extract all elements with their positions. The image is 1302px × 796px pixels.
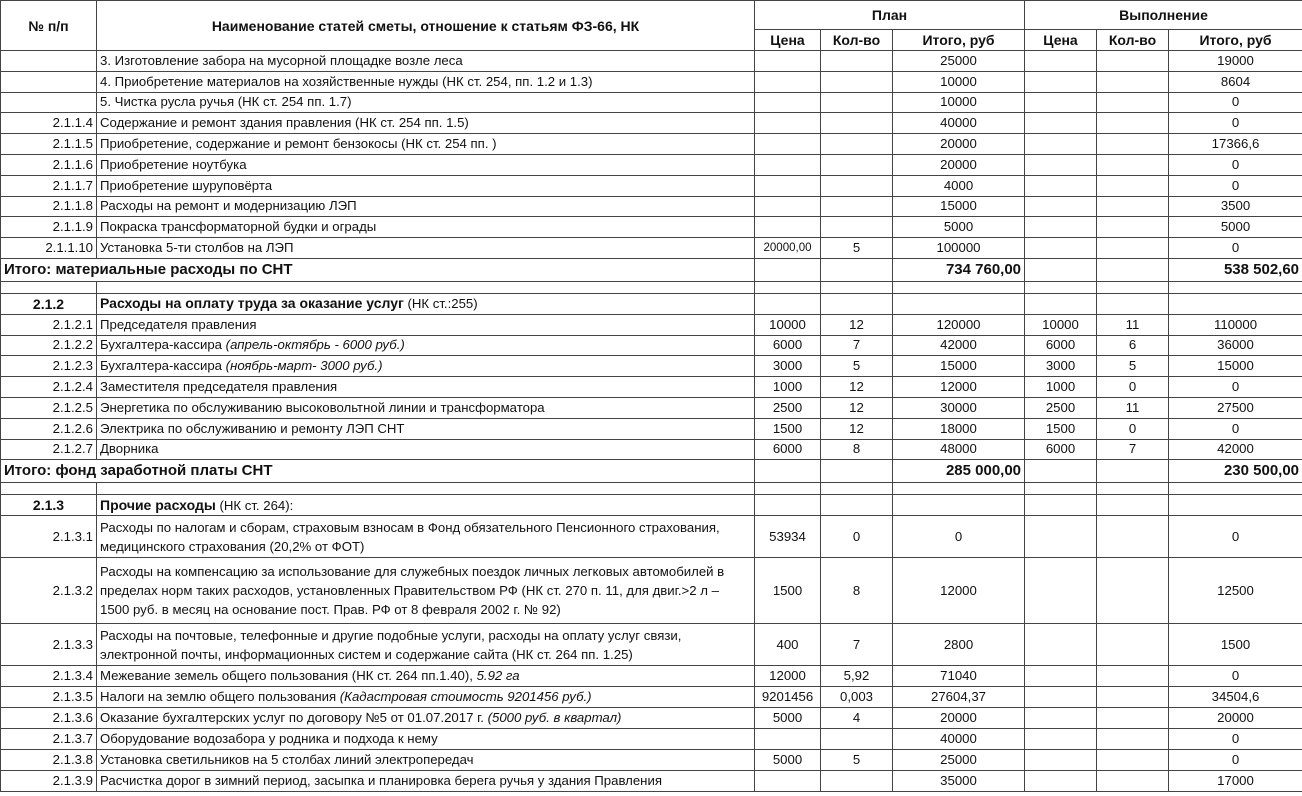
done-qty: 6 — [1097, 335, 1169, 356]
done-total: 8604 — [1169, 71, 1302, 92]
plan-qty: 0,003 — [821, 687, 893, 708]
plan-price: 3000 — [755, 356, 821, 377]
item-name-text: Оказание бухгалтерских услуг по договору №5 от 01.07.2017 г. — [100, 710, 488, 726]
item-name-text: Установка светильников на 5 столбах линий электропередач — [100, 752, 474, 768]
section-header-other — [1, 495, 1302, 516]
item-name — [97, 516, 755, 558]
table-row — [1, 708, 1302, 729]
done-price: 3000 — [1025, 356, 1097, 377]
table-row — [1, 771, 1302, 792]
header-plan-qty: Кол-во — [821, 30, 893, 51]
done-total: 5000 — [1169, 217, 1302, 238]
done-qty — [1097, 729, 1169, 750]
done-qty — [1097, 134, 1169, 155]
plan-total: 71040 — [893, 666, 1025, 687]
done-total: 0 — [1169, 154, 1302, 175]
done-total: 34504,6 — [1169, 687, 1302, 708]
item-name — [97, 377, 755, 398]
table-row — [1, 687, 1302, 708]
item-name — [97, 687, 755, 708]
done-total: 0 — [1169, 238, 1302, 259]
item-name — [97, 666, 755, 687]
plan-price: 6000 — [755, 335, 821, 356]
item-name — [97, 356, 755, 377]
table-row — [1, 217, 1302, 238]
table-row — [1, 558, 1302, 624]
plan-price — [755, 196, 821, 217]
header-done-total: Итого, руб — [1169, 30, 1302, 51]
plan-qty: 7 — [821, 335, 893, 356]
item-num: 2.1.2.5 — [1, 397, 97, 418]
plan-price: 1500 — [755, 418, 821, 439]
done-total: 42000 — [1169, 439, 1302, 460]
done-price — [1025, 687, 1097, 708]
plan-price — [755, 92, 821, 113]
plan-qty — [821, 729, 893, 750]
table-row — [1, 51, 1302, 72]
done-price: 10000 — [1025, 314, 1097, 335]
plan-price — [755, 71, 821, 92]
header-num: № п/п — [1, 1, 97, 51]
item-num — [1, 71, 97, 92]
plan-qty: 5 — [821, 238, 893, 259]
table-row — [1, 71, 1302, 92]
plan-total: 20000 — [893, 134, 1025, 155]
item-num: 2.1.1.9 — [1, 217, 97, 238]
done-total: 0 — [1169, 113, 1302, 134]
done-total: 0 — [1169, 418, 1302, 439]
done-total: 15000 — [1169, 356, 1302, 377]
item-name-text: Заместителя председателя правления — [100, 379, 338, 395]
plan-price: 1500 — [755, 558, 821, 624]
plan-qty — [821, 154, 893, 175]
item-name-text: Расходы на ремонт и модернизацию ЛЭП — [100, 198, 357, 214]
plan-qty: 12 — [821, 377, 893, 398]
done-qty — [1097, 558, 1169, 624]
done-total: 20000 — [1169, 708, 1302, 729]
item-name-text: Электрика по обслуживанию и ремонту ЛЭП СНТ — [100, 420, 405, 436]
item-name-text: 5. Чистка русла ручья (НК ст. 254 пп. 1.7) — [100, 94, 352, 110]
plan-total: 120000 — [893, 314, 1025, 335]
done-qty — [1097, 71, 1169, 92]
item-name-text: Энергетика по обслуживанию высоковольтной линии и трансформатора — [100, 399, 545, 415]
item-name — [97, 397, 755, 418]
plan-qty: 12 — [821, 397, 893, 418]
plan-total: 15000 — [893, 356, 1025, 377]
total-plan: 285 000,00 — [893, 460, 1025, 483]
plan-price: 1000 — [755, 377, 821, 398]
item-name — [97, 113, 755, 134]
item-note: (Кадастровая стоимость 9201456 руб.) — [339, 689, 592, 705]
item-num: 2.1.3.7 — [1, 729, 97, 750]
done-price — [1025, 516, 1097, 558]
done-price — [1025, 51, 1097, 72]
done-price — [1025, 92, 1097, 113]
done-total: 1500 — [1169, 624, 1302, 666]
total-label: Итого: фонд заработной платы СНТ — [1, 460, 755, 483]
done-total: 0 — [1169, 666, 1302, 687]
item-num: 2.1.2.4 — [1, 377, 97, 398]
done-qty — [1097, 175, 1169, 196]
table-row — [1, 624, 1302, 666]
header-plan: План — [755, 1, 1025, 30]
item-name — [97, 154, 755, 175]
table-row — [1, 175, 1302, 196]
plan-total: 35000 — [893, 771, 1025, 792]
item-num: 2.1.3.5 — [1, 687, 97, 708]
done-qty — [1097, 516, 1169, 558]
item-name — [97, 558, 755, 624]
done-price: 6000 — [1025, 335, 1097, 356]
item-name — [97, 314, 755, 335]
plan-total: 10000 — [893, 92, 1025, 113]
item-name-text: Содержание и ремонт здания правления (НК ст. 254 пп. 1.5) — [100, 115, 469, 131]
item-name-text: Межевание земель общего пользования (НК ст. 264 пп.1.40), — [100, 668, 477, 684]
done-price — [1025, 196, 1097, 217]
item-num: 2.1.1.4 — [1, 113, 97, 134]
table-row — [1, 418, 1302, 439]
plan-qty — [821, 71, 893, 92]
total-done: 538 502,60 — [1169, 258, 1302, 281]
item-name — [97, 175, 755, 196]
item-num: 2.1.3.4 — [1, 666, 97, 687]
item-name-text: Установка 5-ти столбов на ЛЭП — [100, 240, 294, 256]
done-qty — [1097, 750, 1169, 771]
item-name — [97, 418, 755, 439]
item-num: 2.1.3.1 — [1, 516, 97, 558]
item-num: 2.1.1.7 — [1, 175, 97, 196]
spacer-row — [1, 281, 1302, 293]
plan-total: 25000 — [893, 51, 1025, 72]
item-name-text: Расходы по налогам и сборам, страховым взносам в Фонд обязательного Пенсионного страхования, медицинского страхования (20,2% от ФОТ) — [100, 519, 720, 554]
done-total: 0 — [1169, 175, 1302, 196]
plan-price — [755, 113, 821, 134]
done-qty — [1097, 51, 1169, 72]
plan-qty — [821, 113, 893, 134]
header-plan-total: Итого, руб — [893, 30, 1025, 51]
done-qty: 5 — [1097, 356, 1169, 377]
done-qty — [1097, 624, 1169, 666]
plan-price — [755, 771, 821, 792]
done-total: 0 — [1169, 516, 1302, 558]
header-done: Выполнение — [1025, 1, 1302, 30]
item-num: 2.1.2.3 — [1, 356, 97, 377]
done-price — [1025, 666, 1097, 687]
item-name — [97, 71, 755, 92]
item-name — [97, 238, 755, 259]
done-price — [1025, 708, 1097, 729]
item-num: 2.1.1.5 — [1, 134, 97, 155]
done-price — [1025, 71, 1097, 92]
done-qty: 11 — [1097, 397, 1169, 418]
item-num: 2.1.2.1 — [1, 314, 97, 335]
done-qty: 7 — [1097, 439, 1169, 460]
table-row — [1, 196, 1302, 217]
plan-total: 12000 — [893, 558, 1025, 624]
done-total: 19000 — [1169, 51, 1302, 72]
plan-qty — [821, 92, 893, 113]
done-total: 0 — [1169, 750, 1302, 771]
item-num: 2.1.1.10 — [1, 238, 97, 259]
plan-total: 42000 — [893, 335, 1025, 356]
plan-total: 20000 — [893, 708, 1025, 729]
plan-total: 40000 — [893, 113, 1025, 134]
table-row — [1, 92, 1302, 113]
plan-price — [755, 154, 821, 175]
done-total: 110000 — [1169, 314, 1302, 335]
plan-qty — [821, 771, 893, 792]
done-price — [1025, 729, 1097, 750]
plan-price: 53934 — [755, 516, 821, 558]
table-row — [1, 335, 1302, 356]
section-title: Прочие расходы — [100, 496, 216, 513]
done-qty — [1097, 687, 1169, 708]
done-qty: 0 — [1097, 418, 1169, 439]
item-name-text: Покраска трансформаторной будки и ограды — [100, 219, 377, 235]
item-name — [97, 51, 755, 72]
plan-price: 10000 — [755, 314, 821, 335]
plan-price: 400 — [755, 624, 821, 666]
done-price — [1025, 238, 1097, 259]
done-price — [1025, 558, 1097, 624]
plan-price: 12000 — [755, 666, 821, 687]
table-row — [1, 397, 1302, 418]
plan-price — [755, 51, 821, 72]
plan-total: 0 — [893, 516, 1025, 558]
table-row — [1, 750, 1302, 771]
plan-price — [755, 217, 821, 238]
done-price — [1025, 217, 1097, 238]
item-name — [97, 750, 755, 771]
plan-qty — [821, 175, 893, 196]
table-row — [1, 377, 1302, 398]
header-done-price: Цена — [1025, 30, 1097, 51]
item-name — [97, 134, 755, 155]
item-num: 2.1.1.6 — [1, 154, 97, 175]
total-plan: 734 760,00 — [893, 258, 1025, 281]
plan-price: 5000 — [755, 708, 821, 729]
done-price: 6000 — [1025, 439, 1097, 460]
plan-total: 27604,37 — [893, 687, 1025, 708]
done-price — [1025, 175, 1097, 196]
done-total: 0 — [1169, 92, 1302, 113]
total-row-materials — [1, 258, 1302, 281]
item-name — [97, 708, 755, 729]
plan-total: 48000 — [893, 439, 1025, 460]
item-num — [1, 51, 97, 72]
plan-price — [755, 134, 821, 155]
done-price — [1025, 154, 1097, 175]
item-num: 2.1.3.8 — [1, 750, 97, 771]
item-num: 2.1.3.3 — [1, 624, 97, 666]
done-qty — [1097, 708, 1169, 729]
item-num: 2.1.3.2 — [1, 558, 97, 624]
done-qty: 11 — [1097, 314, 1169, 335]
item-name-text: Дворника — [100, 441, 159, 457]
section-header-labor — [1, 293, 1302, 314]
item-num: 2.1.1.8 — [1, 196, 97, 217]
plan-price: 9201456 — [755, 687, 821, 708]
item-num — [1, 92, 97, 113]
table-row — [1, 113, 1302, 134]
item-name-text: Расчистка дорог в зимний период, засыпка и планировка берега ручья у здания Правления — [100, 773, 662, 789]
item-name — [97, 439, 755, 460]
done-price — [1025, 134, 1097, 155]
plan-total: 2800 — [893, 624, 1025, 666]
done-total: 12500 — [1169, 558, 1302, 624]
item-num: 2.1.2.6 — [1, 418, 97, 439]
total-row-salary — [1, 460, 1302, 483]
item-name-text: Бухгалтера-кассира — [100, 337, 226, 353]
table-row — [1, 439, 1302, 460]
plan-qty: 5,92 — [821, 666, 893, 687]
plan-qty: 8 — [821, 439, 893, 460]
header-name: Наименование статей сметы, отношение к статьям ФЗ-66, НК — [97, 1, 755, 51]
section-title: Расходы на оплату труда за оказание услуг — [100, 295, 404, 312]
item-name-text: Оборудование водозабора у родника и подхода к нему — [100, 731, 438, 747]
section-ref: (НК ст. 264): — [215, 497, 294, 513]
table-row — [1, 516, 1302, 558]
item-name-text: Расходы на компенсацию за использование для служебных поездок личных легковых автомобилей в пределах норм таких расходов, установленных Правительством РФ (НК ст. 270 п. 11, для двиг.>2 л – 1500 руб. в месяц на основание пост. Прав. РФ от 8 февраля 2002 г. № 92) — [100, 564, 725, 618]
item-note: (5000 руб. в квартал) — [487, 710, 622, 726]
item-num: 2.1.2.2 — [1, 335, 97, 356]
item-name-text: Бухгалтера-кассира — [100, 358, 226, 374]
plan-total: 10000 — [893, 71, 1025, 92]
header-plan-price: Цена — [755, 30, 821, 51]
done-total: 3500 — [1169, 196, 1302, 217]
plan-total: 30000 — [893, 397, 1025, 418]
item-name — [97, 771, 755, 792]
plan-qty — [821, 51, 893, 72]
table-row — [1, 314, 1302, 335]
item-name — [97, 335, 755, 356]
item-num: 2.1.3.9 — [1, 771, 97, 792]
done-qty — [1097, 92, 1169, 113]
item-name — [97, 196, 755, 217]
table-row — [1, 238, 1302, 259]
plan-qty: 0 — [821, 516, 893, 558]
done-qty — [1097, 113, 1169, 134]
done-qty: 0 — [1097, 377, 1169, 398]
table-row — [1, 356, 1302, 377]
plan-qty: 5 — [821, 750, 893, 771]
plan-total: 12000 — [893, 377, 1025, 398]
plan-qty: 5 — [821, 356, 893, 377]
done-price — [1025, 750, 1097, 771]
total-label: Итого: материальные расходы по СНТ — [1, 258, 755, 281]
done-qty — [1097, 196, 1169, 217]
plan-price: 2500 — [755, 397, 821, 418]
done-price — [1025, 624, 1097, 666]
table-row — [1, 666, 1302, 687]
item-note: (апрель-октябрь - 6000 руб.) — [225, 337, 405, 353]
total-done: 230 500,00 — [1169, 460, 1302, 483]
item-name-text: Приобретение шуруповёрта — [100, 177, 273, 193]
plan-total: 40000 — [893, 729, 1025, 750]
plan-qty — [821, 196, 893, 217]
plan-qty — [821, 217, 893, 238]
item-note: 5.92 га — [476, 668, 520, 684]
plan-total: 20000 — [893, 154, 1025, 175]
plan-total: 15000 — [893, 196, 1025, 217]
item-name-text: 4. Приобретение материалов на хозяйственные нужды (НК ст. 254, пп. 1.2 и 1.3) — [100, 73, 593, 89]
done-qty — [1097, 154, 1169, 175]
item-note: (ноябрь-март- 3000 руб.) — [225, 358, 383, 374]
item-num: 2.1.3.6 — [1, 708, 97, 729]
plan-qty: 4 — [821, 708, 893, 729]
section-ref: (НК ст.:255) — [403, 296, 478, 312]
plan-price: 20000,00 — [755, 238, 821, 259]
item-name-text: Расходы на почтовые, телефонные и другие подобные услуги, расходы на оплату услуг связи, электронной почты, информационных систем и содержание сайта (НК ст. 264 пп. 1.25) — [100, 627, 682, 662]
plan-total: 5000 — [893, 217, 1025, 238]
item-name — [97, 92, 755, 113]
item-name-text: Председателя правления — [100, 316, 257, 332]
plan-total: 4000 — [893, 175, 1025, 196]
plan-qty: 12 — [821, 418, 893, 439]
section-num: 2.1.3 — [1, 495, 97, 516]
done-price: 1500 — [1025, 418, 1097, 439]
item-name-text: Приобретение, содержание и ремонт бензокосы (НК ст. 254 пп. ) — [100, 136, 497, 152]
section-num: 2.1.2 — [1, 293, 97, 314]
plan-qty — [821, 134, 893, 155]
item-name-text: Приобретение ноутбука — [100, 156, 247, 172]
item-num: 2.1.2.7 — [1, 439, 97, 460]
done-total: 17366,6 — [1169, 134, 1302, 155]
item-name-text: 3. Изготовление забора на мусорной площадке возле леса — [100, 52, 463, 68]
done-price — [1025, 771, 1097, 792]
done-qty — [1097, 666, 1169, 687]
spacer-row — [1, 483, 1302, 495]
plan-total: 100000 — [893, 238, 1025, 259]
table-row — [1, 134, 1302, 155]
table-row — [1, 154, 1302, 175]
plan-qty: 7 — [821, 624, 893, 666]
plan-qty: 12 — [821, 314, 893, 335]
done-qty — [1097, 238, 1169, 259]
done-qty — [1097, 217, 1169, 238]
done-total: 0 — [1169, 377, 1302, 398]
done-total: 27500 — [1169, 397, 1302, 418]
table-row — [1, 729, 1302, 750]
done-qty — [1097, 771, 1169, 792]
done-total: 17000 — [1169, 771, 1302, 792]
plan-price — [755, 729, 821, 750]
plan-total: 25000 — [893, 750, 1025, 771]
plan-price — [755, 175, 821, 196]
plan-total: 18000 — [893, 418, 1025, 439]
done-price: 2500 — [1025, 397, 1097, 418]
done-total: 0 — [1169, 729, 1302, 750]
plan-price: 6000 — [755, 439, 821, 460]
item-name-text: Налоги на землю общего пользования — [100, 689, 340, 705]
header-done-qty: Кол-во — [1097, 30, 1169, 51]
item-name — [97, 217, 755, 238]
done-price: 1000 — [1025, 377, 1097, 398]
item-name — [97, 729, 755, 750]
done-price — [1025, 113, 1097, 134]
plan-qty: 8 — [821, 558, 893, 624]
plan-price: 5000 — [755, 750, 821, 771]
done-total: 36000 — [1169, 335, 1302, 356]
item-name — [97, 624, 755, 666]
